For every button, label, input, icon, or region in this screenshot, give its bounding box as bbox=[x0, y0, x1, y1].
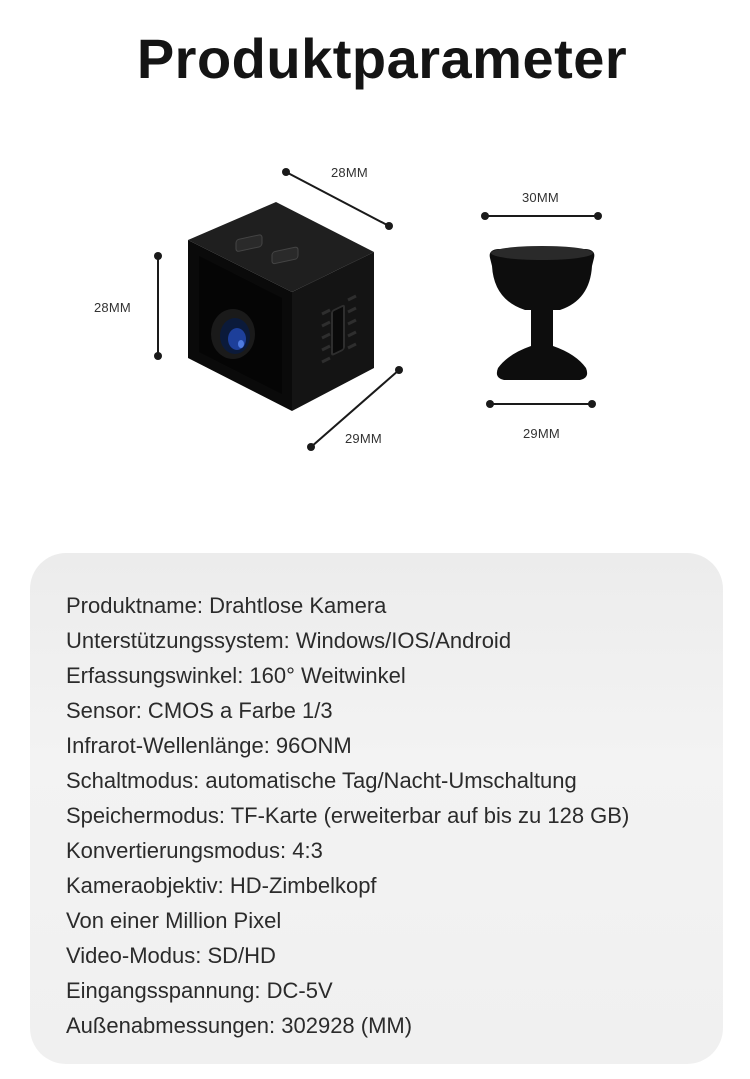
spec-product-name: Produktname: Drahtlose Kamera bbox=[66, 593, 387, 618]
cube-side-dimension-label: 28MM bbox=[94, 300, 131, 315]
spec-video-mode: Video-Modus: SD/HD bbox=[66, 943, 276, 968]
spec-conversion-mode: Konvertierungsmodus: 4:3 bbox=[66, 838, 323, 863]
spec-switch-mode: Schaltmodus: automatische Tag/Nacht-Umschaltung bbox=[66, 768, 577, 793]
page-title: Produktparameter bbox=[136, 27, 628, 90]
spec-pixels: Von einer Million Pixel bbox=[66, 908, 282, 933]
spec-panel bbox=[30, 553, 723, 1064]
spec-storage-mode: Speichermodus: TF-Karte (erweiterbar auf bis zu 128 GB) bbox=[66, 803, 630, 828]
spec-support-system: Unterstützungssystem: Windows/IOS/Android bbox=[66, 628, 512, 653]
mount-bottom-dimension-label: 29MM bbox=[523, 426, 560, 441]
mount-top-dimension-label: 30MM bbox=[522, 190, 559, 205]
spec-outer-dimensions: Außenabmessungen: 302928 (MM) bbox=[66, 1013, 413, 1038]
spec-list bbox=[66, 588, 629, 1043]
spec-camera-lens: Kameraobjektiv: HD-Zimbelkopf bbox=[66, 873, 377, 898]
cube-bottom-dimension-label: 29MM bbox=[345, 431, 382, 446]
cube-top-dimension-label: 28MM bbox=[331, 165, 368, 180]
spec-viewing-angle: Erfassungswinkel: 160° Weitwinkel bbox=[66, 663, 406, 688]
cube-side-dimension-line bbox=[154, 252, 162, 360]
camera-cube-image bbox=[188, 202, 374, 411]
spec-input-voltage: Eingangsspannung: DC-5V bbox=[66, 978, 333, 1003]
spec-infrared-wavelength: Infrarot-Wellenlänge: 96ONM bbox=[66, 733, 352, 758]
magnetic-mount-image bbox=[490, 246, 595, 380]
camera-lens bbox=[211, 309, 255, 359]
mount-top-dimension-line bbox=[481, 212, 602, 220]
product-dimension-diagram bbox=[0, 140, 750, 480]
spec-sensor: Sensor: CMOS a Farbe 1/3 bbox=[66, 698, 333, 723]
mount-bottom-dimension-line bbox=[486, 400, 596, 408]
